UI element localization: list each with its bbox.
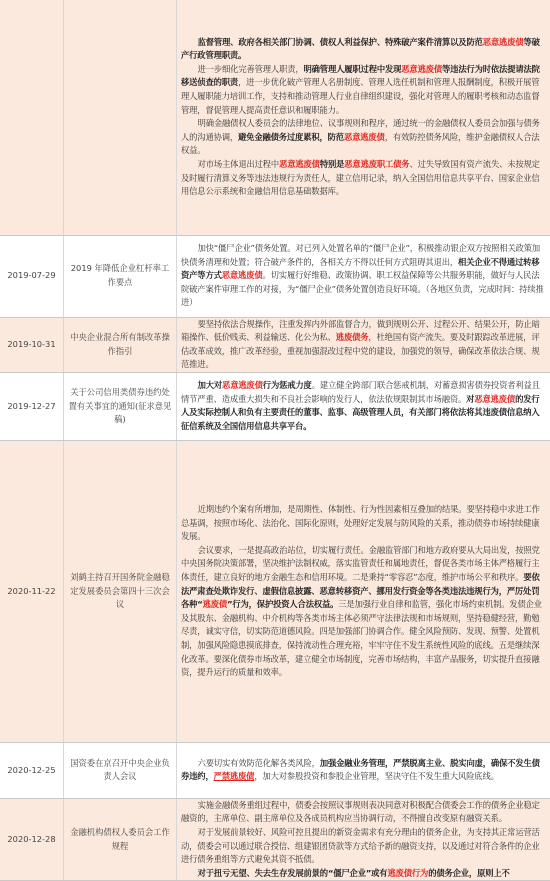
content-paragraph xyxy=(181,242,547,310)
content-text: 三是加强行业自律和监管，强化市场约束机制。发债企业及其股东、金融机构、中介机构等各类市场主体必须严守法律法规和市场规则，坚持稳健经营，勤勉尽责，诚实守信，切实防范道德风险。四是加强部门协调合作。健全风险预防、发现、预警、处置机制，加强风险隐患摸底排查，保持流动性合理充裕，牢牢守住不发生系统性风险的底线。五是继续深化改革。要深化债券市场改革，建立健全市场制度，完善市场结构，丰富产品服务，切实提升直接融资，提升运行的质量和效率。 xyxy=(181,599,542,677)
content-text: 。建立健全跨部门联合惩戒机制，对蓄意损害债券投资者利益且情节严重、造成重大损失和不良社会影响的发行人，依法依规限制其市场融资。 xyxy=(181,380,540,404)
content-text: 避免金融债务过度累积，防范 xyxy=(238,132,344,142)
content-text: 对于发展前景较好、风险可控且提出的新资金需求有充分理由的债务企业，为支持其正常运营活动，债委会可以通过联合授信、组建银团贷款等方式给予新的融资支持，以及通过对符合条件的企业进行债务重组等方式避免其资不抵债。 xyxy=(181,827,540,864)
content-paragraph xyxy=(181,63,547,117)
content-paragraph xyxy=(181,757,547,784)
content-text: 特别是 xyxy=(320,159,344,169)
content-text: 加大对 xyxy=(198,380,222,390)
highlight-text: 恶意逃废债 xyxy=(222,270,263,280)
content-text: 会议要求，一是提高政治站位，切实履行责任。金融监管部门和地方政府要从大局出发，按照党中央国务院决策部署，坚决维护法制权威，落实监管责任和属地责任，督促各类市场主体严格履行主体责任，建立良好的地方金融生态和信用环境。二是秉持“零容忍”态度，维护市场公平和秩序。 xyxy=(181,545,540,582)
row-date: 2020-12-28 xyxy=(0,798,64,881)
content-text: 对 xyxy=(466,394,474,404)
row-title: 中央企业混合所有制改革操作指引 xyxy=(64,317,177,372)
row-content xyxy=(177,742,550,798)
highlight-text: 恶意逃废债 xyxy=(483,37,524,47)
row-title: 刘鹤主持召开国务院金融稳定发展委员会第四十三次会议 xyxy=(64,440,177,742)
content-paragraph xyxy=(181,867,547,881)
highlight-text: 逃废债务 xyxy=(336,332,369,342)
content-text: 实施金融债务重组过程中，债委会按照议事规则表决同意对积极配合债委会工作的债务企业稳定融资的，主席单位、副主席单位及各成员机构应当协调行动，不得擅自改变原有融资关系。 xyxy=(181,800,540,824)
row-title: 关于公司信用类债券违约处置有关事宜的通知(征求意见稿) xyxy=(64,372,177,440)
content-paragraph xyxy=(181,36,547,63)
content-text: ，有效防控债务风险，维护金融债权人合法权益。 xyxy=(181,132,540,156)
row-title: 2019 年降低企业杠杆率工作要点 xyxy=(64,235,177,317)
highlight-text: 恶意逃废债 xyxy=(279,159,320,169)
table-row xyxy=(0,440,550,742)
row-date: 2020-12-25 xyxy=(0,742,64,798)
row-content xyxy=(177,235,550,317)
content-text: 的发行人及实际控制人和负有主要责任的董事、监事、高级管理人员，有关部门将依法将其违废债信息纳入征信系统及全国信用信息共享平台。 xyxy=(181,394,540,431)
row-title: 金融机构债权人委员会工作规程 xyxy=(64,798,177,881)
content-text: 加快“僵尸企业”债务处置。对已列入处置名单的“僵尸企业”，积极推动银企双方按照相关政策加快债务清理和处置；符合破产条件的，各相关方不得以任何方式阻碍其退出， xyxy=(181,243,540,267)
content-text: 相关企业不得通过转移资产等方式 xyxy=(181,257,539,281)
content-text: 。切实履行好维稳、政策协调、职工权益保障等公共服务职能，做好与人民法院破产案件审理工作的对接，为“僵尸企业”债务处置创造良好环境。（各地区负责，完成时间：持续推进） xyxy=(181,270,544,307)
content-paragraph xyxy=(181,503,547,544)
content-paragraph xyxy=(181,826,547,867)
highlight-text: 逃废债 xyxy=(203,599,227,609)
row-content xyxy=(177,372,550,440)
highlight-text: 严禁逃废债 xyxy=(214,771,255,781)
content-text: 近期违约个案有所增加，是周期性、体制性、行为性因素相互叠加的结果。要坚持稳中求进工作总基调，按照市场化、法治化、国际化原则，处理好定发展与防风险的关系，推动债券市场持续健康发展。 xyxy=(181,504,540,541)
row-content xyxy=(177,798,550,881)
content-text: 等破产行政管理职责。 xyxy=(181,37,540,61)
content-text: 行为惩戒力度 xyxy=(263,380,312,390)
highlight-text: 恶意逃废债 xyxy=(222,380,263,390)
content-text: 进一步细化完善管理人职责， xyxy=(198,64,304,74)
content-text: 要坚持依法合规操作，注重发挥内外部监督合力，做到规则公开、过程公开、结果公开，防止暗箱操作、低价贱卖、利益输送、化公为私、 xyxy=(181,319,540,343)
content-paragraph xyxy=(181,117,547,158)
content-text: 的债务企业，原则上不 xyxy=(428,868,509,878)
table-row xyxy=(0,235,550,317)
table-row xyxy=(0,742,550,798)
row-title xyxy=(64,0,177,235)
table-row xyxy=(0,317,550,372)
highlight-text: 恶意逃废债 xyxy=(401,64,442,74)
table-row xyxy=(0,372,550,440)
content-text: 明确管理人履职过程中发现 xyxy=(304,64,402,74)
highlight-text: 逃废债行为 xyxy=(387,868,428,878)
content-text: ，加大对参股投资和参股企业管理，坚决守住不发生重大风险底线。 xyxy=(254,771,498,781)
highlight-text: 恶意逃废职工债务 xyxy=(344,159,409,169)
row-date: 2019-10-31 xyxy=(0,317,64,372)
row-date: 2019-07-29 xyxy=(0,235,64,317)
highlight-text: 恶意逃废债 xyxy=(344,132,385,142)
row-content xyxy=(177,317,550,372)
content-text: 对于扭亏无望、失去生存发展前景的“僵尸企业”或有 xyxy=(198,868,388,878)
row-date: 2020-11-22 xyxy=(0,440,64,742)
row-date: 2019-12-27 xyxy=(0,372,64,440)
content-text: ”行为，保护投资人合法权益。 xyxy=(227,599,338,609)
content-paragraph xyxy=(181,799,547,826)
content-text: 加强金融业务管理，严禁脱离主业、脱实向虚，确保不发生债券违约， xyxy=(181,758,540,782)
content-text: 监督管理、政府各相关部门协调、债权人利益保护、特殊破产案件清算以及防范 xyxy=(198,37,483,47)
content-text: 对市场主体退出过程中 xyxy=(198,159,279,169)
content-text: 等违法行为时依法提请法院移送侦查的职责 xyxy=(181,64,540,88)
content-paragraph xyxy=(181,318,547,372)
content-text: 要依法严肃查处欺诈发行、虚假信息披露、恶意转移资产、挪用发行资金等各类违法违规行为，严厉处罚各种“ xyxy=(181,572,540,609)
content-text: 明确金融债权人委员会的法律地位、议事规则和程序，通过统一的金融债权人委员会加强与债务人的沟通协调， xyxy=(181,118,540,142)
row-content xyxy=(177,0,550,235)
content-text: ，进一步优化破产管理人名册制度、管理人选任机制和管理人报酬制度，积极开展管理人履职能力培训工作，支持和推动管理人行业自律组织建设，强化对管理人的履职考核和动态监督管理，督促管理人提高责任意识和履职能力。 xyxy=(181,77,539,114)
table-row xyxy=(0,0,550,235)
content-paragraph xyxy=(181,544,547,680)
content-text: 六要切实有效防范化解各类风险， xyxy=(198,758,320,768)
row-title: 国资委在京召开中央企业负责人会议 xyxy=(64,742,177,798)
table-row xyxy=(0,798,550,881)
highlight-text: 恶意逃废债 xyxy=(474,394,515,404)
row-date xyxy=(0,0,64,235)
content-paragraph xyxy=(181,158,547,199)
row-content xyxy=(177,440,550,742)
content-text: 、过失导致国有资产流失、未按规定及时履行清算义务等违法违规行为责任人，建立信用记录，纳入全国信用信息共享平台、国家企业信用信息公示系统和金融信用信息基础数据库。 xyxy=(181,159,540,196)
content-paragraph xyxy=(181,379,547,433)
content-text: ，杜绝国有资产流失。要及时跟踪改革进展，评估改革成效，推广改革经验，重视加强混改过程中党的建设，加强党的领导，确保改革依法合规、规范推进。 xyxy=(181,332,539,369)
